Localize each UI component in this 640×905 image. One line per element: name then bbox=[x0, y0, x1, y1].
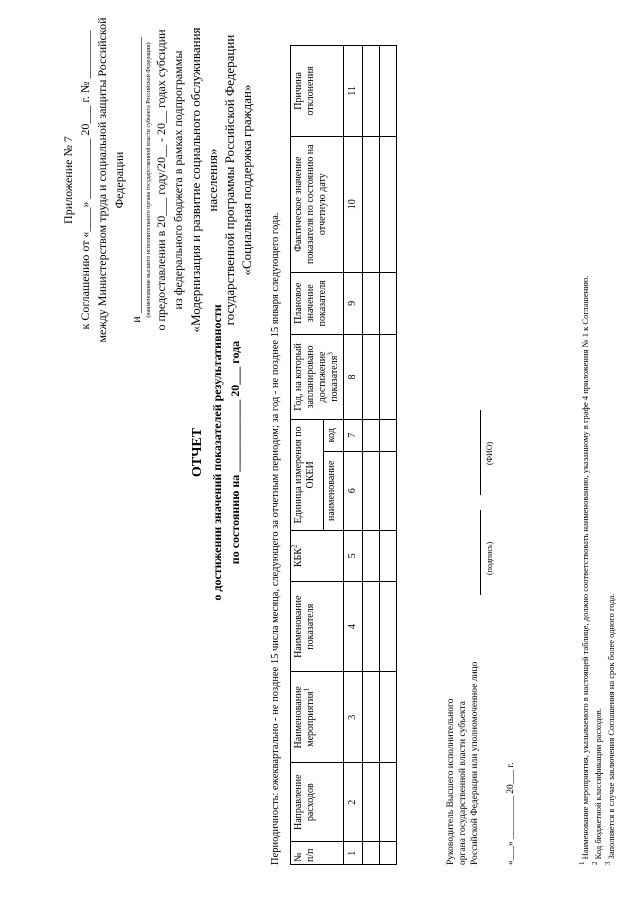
col-header-year: Год, на который запланировано достижение показателя$^3$ bbox=[291, 334, 344, 419]
column-number: 5 bbox=[344, 530, 363, 581]
program-name: «Социальная поддержка граждан» bbox=[239, 84, 254, 276]
table-row bbox=[363, 46, 380, 865]
report-title: ОТЧЕТ bbox=[190, 427, 205, 478]
subprogram-line: «Модернизация и развитие социального обслуживания населения» bbox=[188, 27, 220, 333]
signatory-line2: органа государственной власти субъекта bbox=[458, 701, 468, 865]
subsidy-line: о предоставлении в 20___ году/20__ - 20__ годах субсидии bbox=[154, 29, 168, 331]
signatory-line3: Российской Федерации или уполномоченное лицо bbox=[470, 661, 480, 865]
col-header-direction: Направление расходов bbox=[291, 763, 344, 842]
column-number: 4 bbox=[344, 581, 363, 672]
footnote-1: $^1$ Наименование мероприятия, указываемого в настоящей таблице, должно соответствовать наименованию, указанному в графе 4 приложения № 1 к Соглашению. bbox=[578, 275, 590, 865]
table-row bbox=[380, 46, 397, 865]
fio-caption: (ФИО) bbox=[485, 441, 494, 465]
signature-line bbox=[480, 510, 481, 595]
footnote-2: $^2$ Код бюджетной классификации расходов. bbox=[591, 708, 603, 865]
col-header-indicator: Наименование показателя bbox=[291, 581, 344, 672]
col-header-kbk: КБК$^2$ bbox=[291, 530, 344, 581]
agreement-ref: к Соглашению от «____» __________ 20___ г. № ________ bbox=[78, 30, 92, 330]
signatory-block bbox=[445, 662, 481, 865]
footnote-3: $^3$ Заполняется в случае заключения Соглашения на срок более одного года. bbox=[604, 593, 616, 865]
col-header-unit-name: наименование bbox=[324, 451, 344, 530]
column-number: 6 bbox=[344, 451, 363, 530]
report-subtitle: о достижении значений показателей результативности bbox=[210, 304, 224, 601]
appendix-number: Приложение № 7 bbox=[61, 136, 75, 224]
col-header-reason: Причина отклонения bbox=[291, 46, 344, 137]
column-number: 10 bbox=[344, 136, 363, 272]
col-header-unit: Единица измерения по ОКЕИ bbox=[291, 419, 324, 530]
column-number: 8 bbox=[344, 334, 363, 419]
column-numbers-row bbox=[344, 46, 363, 865]
column-number: 7 bbox=[344, 419, 363, 451]
col-header-planned: Плановое значение показателя bbox=[291, 272, 344, 334]
program-line: государственной программы Российской Федерации bbox=[222, 34, 237, 326]
column-number: 9 bbox=[344, 272, 363, 334]
fio-line bbox=[480, 410, 481, 495]
appendix-header bbox=[60, 15, 255, 345]
column-number: 11 bbox=[344, 46, 363, 137]
column-number: 2 bbox=[344, 763, 363, 842]
budget-line: из федерального бюджета в рамках подпрограммы bbox=[171, 50, 185, 310]
signature-date: «___» _________ 20___ г. bbox=[506, 762, 516, 865]
col-header-actual: Фактическое значение показателя по состоянию на отчетную дату bbox=[291, 136, 344, 272]
periodicity-text: Периодичность: ежеквартально - не позднее 15 числа месяца, следующего за отчетным периодом; за год - не позднее 15 января следующего года. bbox=[270, 212, 281, 865]
col-header-no: № п/п bbox=[291, 842, 344, 865]
col-header-event: Наименование мероприятия$^1$ bbox=[291, 672, 344, 763]
subject-line: и ______________________________________________ bbox=[129, 37, 143, 323]
signature-caption: (подпись) bbox=[485, 541, 494, 575]
subject-caption: (наименование высшего исполнительного органа государственной власти субъекта Российской Федерации) bbox=[146, 42, 152, 318]
column-number: 1 bbox=[344, 842, 363, 865]
signatory-line1: Руководитель Высшего исполнительного bbox=[446, 698, 456, 865]
col-header-unit-code: код bbox=[324, 419, 344, 451]
column-number: 3 bbox=[344, 672, 363, 763]
ministry-line: между Министерством труда и социальной защиты Российской Федерации bbox=[95, 17, 126, 343]
report-date-line: по состоянию на ____________ 20___ года bbox=[228, 340, 242, 565]
indicators-table bbox=[290, 45, 397, 865]
